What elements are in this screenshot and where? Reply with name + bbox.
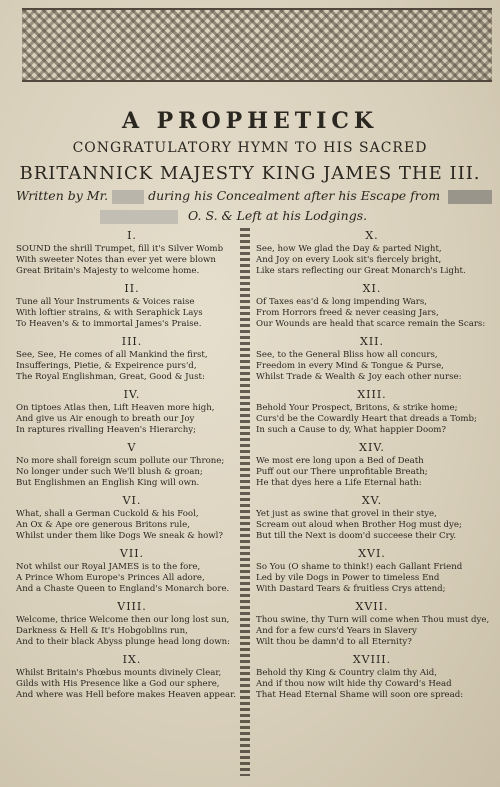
stanza-number: XIV. <box>359 441 385 454</box>
verse-line: Wilt thou be damn'd to all Eternity? <box>256 637 412 647</box>
verse-line: Of Taxes eas'd & long impending Wars, <box>256 297 428 307</box>
verse-line: And give us Air enough to breath our Joy <box>16 414 195 424</box>
stanza-number: I. <box>127 229 137 242</box>
verse-line: No more shall foreign scum pollute our Throne; <box>16 456 225 466</box>
verse-line: Whilst Trade & Wealth & Joy each other nurse: <box>256 372 462 382</box>
verse-line: Great Britain's Majesty to welcome home. <box>16 266 200 276</box>
verse-line: With Dastard Tears & fruitless Crys attend; <box>256 584 446 594</box>
verse-line: Whilst under them like Dogs We sneak & howl? <box>16 531 223 541</box>
verse-line: And Joy on every Look sit's fiercely bright, <box>256 255 442 265</box>
left-column <box>16 224 248 701</box>
verse-line: We most ere long upon a Bed of Death <box>256 456 424 466</box>
redaction-blot <box>448 190 492 204</box>
title-line-3: BRITANNICK MAJESTY KING JAMES THE III. <box>19 163 481 184</box>
verse-line: No longer under such We'll blush & groan; <box>16 467 203 477</box>
stanza-number: IV. <box>123 388 141 401</box>
verse-line: Puff out our There unprofitable Breath; <box>256 467 428 477</box>
verse-line: Scream out aloud when Brother Hog must dye; <box>256 520 462 530</box>
verse-line: With loftier strains, & with Seraphick Lays <box>16 308 203 318</box>
byline-part-c: O. S. & Left at his Lodgings. <box>187 208 368 223</box>
stanza-number: XVIII. <box>352 653 392 666</box>
verse-line: SOUND the shrill Trumpet, fill it's Silver Womb <box>16 244 224 254</box>
verse-line: Behold thy King & Country claim thy Aid, <box>256 668 438 678</box>
verse-line: Insufferings, Pietie, & Expeirence purs'd, <box>16 361 197 371</box>
verse-line: What, shall a German Cuckold & his Fool, <box>16 509 199 519</box>
verse-line: A Prince Whom Europe's Princes All adore, <box>16 573 205 583</box>
ornamental-border <box>22 8 492 82</box>
verse-line: And where was Hell before makes Heaven appear. <box>16 690 237 700</box>
verse-line: Led by vile Dogs in Power to timeless End <box>256 573 440 583</box>
stanza-number: VII. <box>119 547 145 560</box>
verse-line: Tune all Your Instruments & Voices raise <box>16 297 195 307</box>
verse-line: That Head Eternal Shame will soon ore spread: <box>256 690 464 700</box>
verse-line: But till the Next is doom'd succeese their Cry. <box>256 531 457 541</box>
stanza-number: XVII. <box>355 600 389 613</box>
verse-line: With sweeter Notes than ever yet were blown <box>16 255 216 265</box>
verse-line: In such a Cause to dy, What happier Doom? <box>256 425 447 435</box>
verse-line: Not whilst our Royal JAMES is to the fore, <box>16 562 201 572</box>
verse-line: But Englishmen an English King will own. <box>16 478 200 488</box>
verse-line: From Horrors freed & never ceasing Jars, <box>256 308 439 318</box>
verse-line: Curs'd be the Cowardly Heart that dreads a Tomb; <box>256 414 477 424</box>
verse-line: Yet just as swine that grovel in their stye, <box>256 509 437 519</box>
verse-line: In raptures rivalling Heaven's Hierarchy; <box>16 425 197 435</box>
redaction-blot <box>100 210 178 224</box>
verse-line: Like stars reflecting our Great Monarch's Light. <box>256 266 466 276</box>
redaction-blot <box>112 190 144 204</box>
byline-part-b: during his Concealment after his Escape from <box>148 188 441 203</box>
verse-line: The Royal Englishman, Great, Good & Just: <box>16 372 205 382</box>
stanza-number: II. <box>124 282 140 295</box>
stanza-number: XII. <box>359 335 385 348</box>
byline-continued <box>100 208 480 224</box>
stanza-number: XI. <box>362 282 382 295</box>
verse-line: An Ox & Ape ore generous Britons rule, <box>16 520 190 530</box>
verse-line: And for a few curs'd Years in Slavery <box>256 626 417 636</box>
verse-line: See, to the General Bliss how all concurs, <box>256 350 438 360</box>
verse-line: Behold Your Prospect, Britons, & strike home; <box>256 403 458 413</box>
title-line-1: A PROPHETICK <box>121 108 379 134</box>
stanza-number: III. <box>121 335 143 348</box>
verse-line: See, how We glad the Day & parted Night, <box>256 244 442 254</box>
stanza-number: XVI. <box>358 547 386 560</box>
right-column <box>256 224 488 701</box>
verse-line: And if thou now wilt hide thy Coward's Head <box>256 679 452 689</box>
byline <box>16 188 496 204</box>
stanza-number: XIII. <box>357 388 387 401</box>
verse-line: And a Chaste Queen to England's Monarch bore. <box>16 584 230 594</box>
stanza-number: VI. <box>122 494 142 507</box>
verse-line: Darkness & Hell & It's Hobgoblins run, <box>16 626 188 636</box>
stanza-number: X. <box>365 229 379 242</box>
stanza-number: XV. <box>361 494 383 507</box>
verse-line: Thou swine, thy Turn will come when Thou must dye, <box>256 615 490 625</box>
stanza-number: VIII. <box>117 600 147 613</box>
verse-line: And to their black Abyss plunge head long down: <box>16 637 231 647</box>
verse-line: Freedom in every Mind & Tongue & Purse, <box>256 361 444 371</box>
verse-line: Our Wounds are heald that scarce remain the Scars: <box>256 319 486 329</box>
verse-line: Whilst Britain's Phœbus mounts divinely Clear, <box>16 668 222 678</box>
verse-line: So You (O shame to think!) each Gallant Friend <box>256 562 463 572</box>
verse-line: To Heaven's & to immortal James's Praise. <box>16 319 202 329</box>
stanza-number: IX. <box>122 653 142 666</box>
verse-line: He that dyes here a Life Eternal hath: <box>256 478 422 488</box>
verse-line: Welcome, thrice Welcome then our long lost sun, <box>16 615 230 625</box>
verse-line: See, See, He comes of all Mankind the first, <box>16 350 208 360</box>
stanza-number: V <box>127 441 137 454</box>
title-line-2: CONGRATULATORY HYMN TO HIS SACRED <box>72 140 428 156</box>
byline-part-a: Written by Mr. <box>16 188 109 203</box>
verse-line: Gilds with His Presence like a God our sphere, <box>16 679 220 689</box>
verse-line: On tiptoes Atlas then, Lift Heaven more high, <box>16 403 215 413</box>
